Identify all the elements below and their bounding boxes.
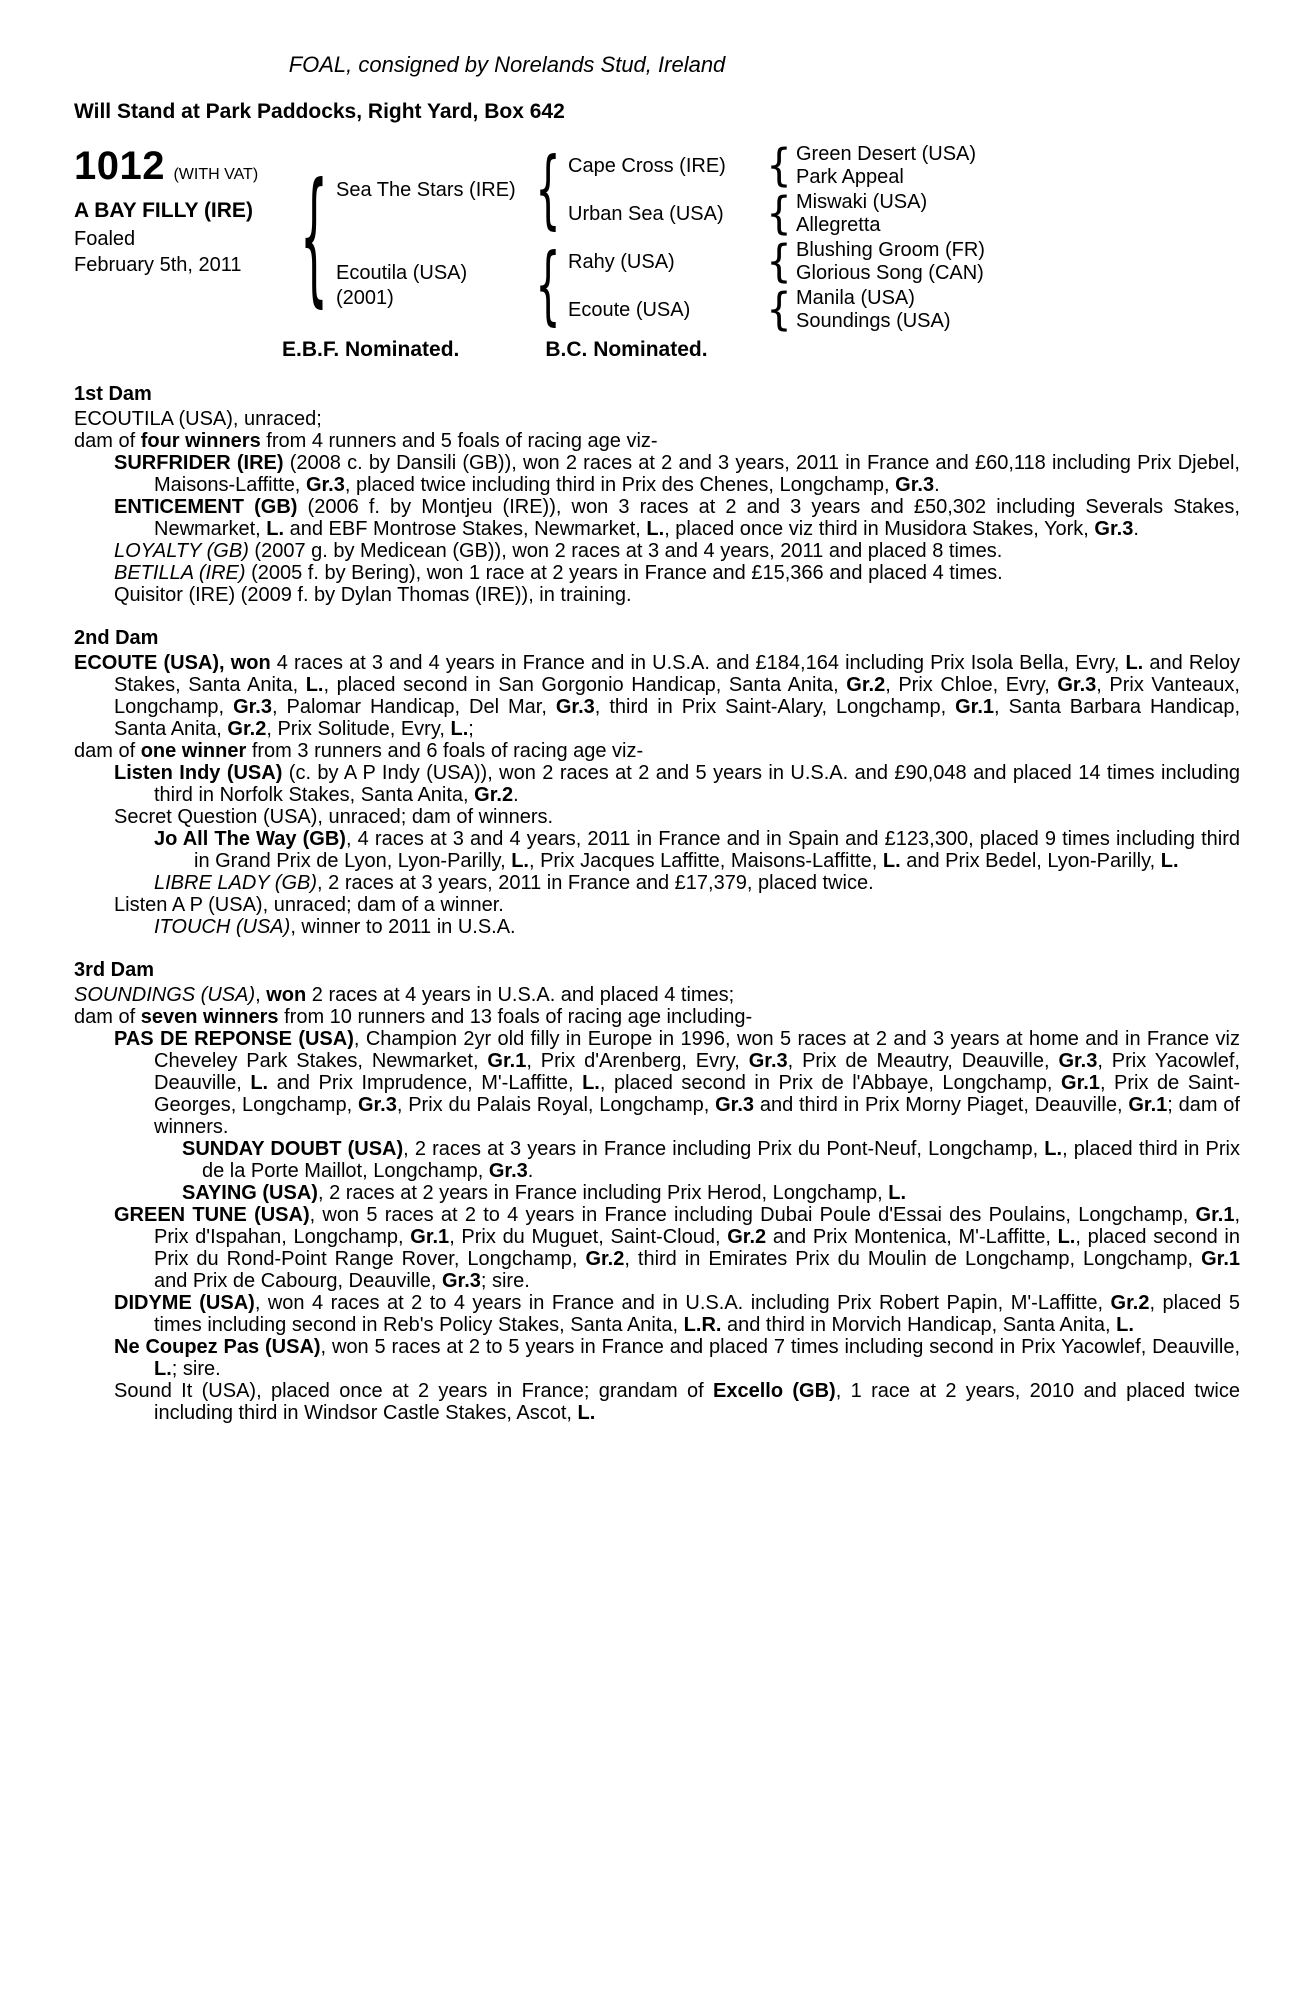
pedigree-text (74, 383, 1240, 1424)
text-run: Gr.1 (955, 696, 995, 718)
text-run: , Champion 2yr old filly in Europe in 1996, won 5 races at 2 and 3 years at home and in France viz Cheveley Park Stakes, Newmarket, (154, 1028, 1240, 1072)
dam-sire-brace: { (766, 236, 792, 288)
pedigree-entry (74, 762, 1240, 806)
text-run: , won 5 races at 2 to 4 years in France including Dubai Poule d'Essai des Poulains, Longchamp, (309, 1204, 1196, 1226)
text-run: L. (450, 718, 469, 740)
lot-number: 1012 (74, 144, 165, 188)
text-run: Quisitor (IRE) (2009 f. by Dylan Thomas (IRE)), in training. (114, 584, 632, 606)
text-run: Gr.3 (555, 696, 595, 718)
text-run: and Prix Bedel, Lyon-Parilly, (900, 850, 1161, 872)
text-run: (2005 f. by Bering), won 1 race at 2 years in France and £15,366 and placed 4 times. (245, 562, 1003, 584)
text-run: 4 races at 3 and 4 years in France and in U.S.A. and £184,164 including Prix Isola Bella, Evry, (270, 652, 1126, 674)
text-run: from 10 runners and 13 foals of racing age including- (278, 1006, 753, 1028)
sire-half (336, 142, 1006, 238)
dam-half (336, 238, 1006, 334)
text-run: L. (305, 674, 324, 696)
sire-dam-brace: { (766, 188, 792, 240)
text-run: L. (1044, 1138, 1063, 1160)
text-run: , 2 races at 2 years in France including Prix Herod, Longchamp, (317, 1182, 889, 1204)
text-run: Gr.2 (727, 1226, 767, 1248)
text-run: , Prix Chloe, Evry, (885, 674, 1058, 696)
text-run: , Prix de Meautry, Deauville, (787, 1050, 1059, 1072)
text-run: ENTICEMENT (GB) (114, 496, 298, 518)
text-run: , Prix du Muguet, Saint-Cloud, (449, 1226, 728, 1248)
sire-parents (568, 142, 1006, 238)
dam-section-heading: 3rd Dam (74, 959, 155, 981)
text-run: Listen A P (USA), unraced; dam of a winner. (114, 894, 504, 916)
text-run: ; dam of winners. (154, 1094, 1240, 1138)
lot-info (74, 142, 300, 277)
text-run: , Santa Barbara Handicap, Santa Anita, (114, 696, 1240, 740)
pedigree-entry (74, 828, 1240, 872)
text-run: L. (882, 850, 901, 872)
text-run: , placed 5 times including second in Reb's Policy Stakes, Santa Anita, (154, 1292, 1241, 1336)
sire-brace: { (535, 140, 561, 240)
text-run: Gr.3 (748, 1050, 788, 1072)
dam-section (74, 959, 1240, 1424)
pedigree-entry (74, 740, 1240, 762)
text-run: dam of (74, 740, 141, 762)
vat-note: (WITH VAT) (173, 166, 259, 183)
text-run: L.R. (683, 1314, 722, 1336)
text-run: . (513, 784, 519, 806)
pedigree-entry (74, 652, 1240, 740)
text-run: , Prix Jacques Laffitte, Maisons-Laffitte, (528, 850, 883, 872)
text-run: Ne Coupez Pas (USA) (114, 1336, 321, 1358)
text-run: (c. by A P Indy (USA)), won 2 races at 2 and 5 years in U.S.A. and £90,048 and placed 14 times including third in Norfolk Stakes, Santa Anita, (154, 762, 1240, 806)
pedigree-main-brace: { (300, 153, 328, 323)
text-run: and third in Morvich Handicap, Santa Anita, (721, 1314, 1117, 1336)
text-run: Secret Question (USA), unraced; dam of winners. (114, 806, 554, 828)
foaled-date: February 5th, 2011 (74, 254, 242, 276)
pedigree-entry (74, 1028, 1240, 1138)
text-run: , third in Emirates Prix du Moulin de Longchamp, Longchamp, (624, 1248, 1202, 1270)
text-run: . (934, 474, 940, 496)
text-run: LIBRE LADY (GB) (154, 872, 318, 894)
nominations-line (74, 338, 1240, 362)
text-run: , placed second in Prix de l'Abbaye, Longchamp, (599, 1072, 1062, 1094)
stand-location-line: Will Stand at Park Paddocks, Right Yard, Box 642 (74, 100, 565, 123)
text-run: and Prix Montenica, M'-Laffitte, (766, 1226, 1058, 1248)
sire-dam-dam-name: Allegretta (796, 214, 881, 236)
dam-section (74, 627, 1240, 938)
text-run: , won 4 races at 2 to 4 years in France and in U.S.A. including Prix Robert Papin, M'-Laffitte, (254, 1292, 1111, 1314)
text-run: , Palomar Handicap, Del Mar, (271, 696, 556, 718)
dam-dam-parents (796, 287, 1006, 333)
dam-dam-sire-name: Manila (USA) (796, 287, 915, 309)
dam-dam-brace: { (766, 284, 792, 336)
text-run: , Prix de Saint-Georges, Longchamp, (154, 1072, 1240, 1116)
text-run: , third in Prix Saint-Alary, Longchamp, (594, 696, 956, 718)
bc-nominated: B.C. Nominated. (545, 338, 708, 361)
text-run: ; (468, 718, 474, 740)
sire-sire-parents (796, 143, 1006, 189)
text-run: four winners (140, 430, 261, 452)
dam-section-heading: 1st Dam (74, 383, 152, 405)
pedigree-entry (74, 562, 1240, 584)
text-run: and Reloy Stakes, Santa Anita, (114, 652, 1240, 696)
text-run: Listen Indy (USA) (114, 762, 283, 784)
text-run: L. (154, 1358, 172, 1380)
text-run: BETILLA (IRE) (114, 562, 246, 584)
pedigree-entry (74, 1182, 1240, 1204)
text-run: Gr.1 (1201, 1248, 1240, 1270)
text-run: , 2 races at 3 years in France including Prix du Pont-Neuf, Longchamp, (403, 1138, 1045, 1160)
consignor-line: FOAL, consigned by Norelands Stud, Ireland (288, 52, 726, 77)
text-run: LOYALTY (GB) (114, 540, 249, 562)
text-run: dam of (74, 1006, 141, 1028)
text-run: L. (646, 518, 665, 540)
pedigree-entry (74, 408, 1240, 430)
text-run: and EBF Montrose Stakes, Newmarket, (284, 518, 647, 540)
text-run: one winner (140, 740, 247, 762)
text-run: Gr.2 (1110, 1292, 1150, 1314)
text-run: Gr.1 (1195, 1204, 1235, 1226)
text-run: and Prix de Cabourg, Deauville, (154, 1270, 442, 1292)
dam-sire-unit (568, 238, 1006, 286)
text-run: (2008 c. by Dansili (GB)), won 2 races at 2 and 3 years, 2011 in France and £60,118 including Prix Djebel, Maisons-Laffitte, (154, 452, 1240, 496)
pedigree-entry (74, 430, 1240, 452)
dam-year: (2001) (336, 287, 394, 309)
text-run: (2006 f. by Montjeu (IRE)), won 3 races at 2 and 3 years and £50,302 including Severals Stakes, Newmarket, (154, 496, 1240, 540)
text-run: L. (1160, 850, 1179, 872)
text-run: 2 races at 4 years in U.S.A. and placed 4 times; (306, 984, 735, 1006)
text-run: Gr.2 (585, 1248, 625, 1270)
pedigree-entry (74, 984, 1240, 1006)
text-run: ; sire. (480, 1270, 530, 1292)
text-run: . (1133, 518, 1139, 540)
text-run: Gr.1 (1128, 1094, 1168, 1116)
text-run: , Prix du Palais Royal, Longchamp, (396, 1094, 716, 1116)
text-run: , 1 race at 2 years, 2010 and placed twice including third in Windsor Castle Stakes, Ascot, (154, 1380, 1240, 1424)
dam-dam-dam-name: Soundings (USA) (796, 310, 951, 332)
pedigree-entry (74, 1336, 1240, 1380)
pedigree-entry (74, 806, 1240, 828)
dam-brace: { (535, 236, 561, 336)
text-run: Gr.2 (846, 674, 886, 696)
text-run: Gr.3 (895, 474, 935, 496)
sire-sire-sire-name: Green Desert (USA) (796, 143, 977, 165)
dam-section-heading: 2nd Dam (74, 627, 159, 649)
text-run: , placed second in San Gorgonio Handicap, Santa Anita, (323, 674, 847, 696)
text-run: , placed once viz third in Musidora Stakes, York, (664, 518, 1095, 540)
dam-sire-name: Rahy (USA) (568, 250, 675, 273)
text-run: , placed second in Prix du Rond-Point Range Rover, Longchamp, (154, 1226, 1240, 1270)
text-run: Gr.3 (488, 1160, 528, 1182)
text-run: ; sire. (171, 1358, 221, 1380)
text-run: , 4 races at 3 and 4 years, 2011 in France and in Spain and £123,300, placed 9 times including third in Grand Prix de Lyon, Lyon-Parilly, (194, 828, 1241, 872)
pedigree-entry (74, 872, 1240, 894)
text-run: Gr.3 (441, 1270, 481, 1292)
text-run: ITOUCH (USA) (154, 916, 291, 938)
text-run: Jo All The Way (GB) (154, 828, 346, 850)
dam-parents (568, 238, 1006, 334)
text-run: SURFRIDER (IRE) (114, 452, 284, 474)
text-run: Gr.2 (227, 718, 267, 740)
text-run: L. (266, 518, 285, 540)
dam-sire-parents (796, 239, 1006, 285)
pedigree-entry (74, 540, 1240, 562)
sire-name: Sea The Stars (IRE) (336, 178, 516, 201)
text-run: , Prix Vanteaux, Longchamp, (114, 674, 1240, 718)
text-run: DIDYME (USA) (114, 1292, 255, 1314)
sire-dam-unit (568, 190, 1006, 238)
text-run: L. (577, 1402, 596, 1424)
pedigree-table (74, 142, 1240, 334)
text-run: Gr.3 (1094, 518, 1134, 540)
text-run: L. (1125, 652, 1144, 674)
text-run: , Prix d'Ispahan, Longchamp, (154, 1204, 1241, 1248)
sire-dam-name: Urban Sea (USA) (568, 202, 724, 225)
pedigree-entry (74, 1380, 1240, 1424)
text-run: SAYING (USA) (182, 1182, 318, 1204)
pedigree-entry (74, 1292, 1240, 1336)
text-run: L. (1116, 1314, 1134, 1336)
text-run: L. (511, 850, 529, 872)
pedigree-entry (74, 584, 1240, 606)
text-run: ECOUTE (USA), won (74, 652, 271, 674)
text-run: , (255, 984, 267, 1006)
dam-name-cell (336, 262, 536, 310)
text-run: ECOUTILA (USA), unraced; (74, 408, 322, 430)
pedigree-entry (74, 916, 1240, 938)
text-run: (2007 g. by Medicean (GB)), won 2 races at 3 and 4 years, 2011 and placed 8 times. (248, 540, 1003, 562)
dam-dam-unit (568, 286, 1006, 334)
pedigree-entry (74, 894, 1240, 916)
dam-sire-dam-name: Glorious Song (CAN) (796, 262, 984, 284)
text-run: Gr.1 (487, 1050, 527, 1072)
text-run: . (527, 1160, 534, 1182)
text-run: seven winners (140, 1006, 279, 1028)
text-run: L. (250, 1072, 269, 1094)
dam-section (74, 383, 1240, 606)
text-run: from 4 runners and 5 foals of racing age viz- (260, 430, 658, 452)
pedigree-entry (74, 452, 1240, 496)
text-run: , won 5 races at 2 to 5 years in France and placed 7 times including second in Prix Yacowlef, Deauville, (320, 1336, 1240, 1358)
text-run: Gr.1 (1061, 1072, 1100, 1094)
text-run: dam of (74, 430, 141, 452)
sire-sire-dam-name: Park Appeal (796, 166, 904, 188)
pedigree-entry (74, 496, 1240, 540)
text-run: , placed twice including third in Prix des Chenes, Longchamp, (344, 474, 896, 496)
text-run: PAS DE REPONSE (USA) (114, 1028, 354, 1050)
text-run: , 2 races at 3 years, 2011 in France and £17,379, placed twice. (317, 872, 874, 894)
text-run: Gr.3 (1057, 674, 1097, 696)
text-run: , Prix d'Arenberg, Evry, (526, 1050, 749, 1072)
sire-dam-parents (796, 191, 1006, 237)
ebf-nominated: E.B.F. Nominated. (282, 338, 460, 361)
pedigree-generations (336, 142, 1006, 334)
text-run: and third in Prix Morny Piaget, Deauville, (754, 1094, 1129, 1116)
sire-dam-sire-name: Miswaki (USA) (796, 191, 928, 213)
text-run: , Prix Yacowlef, Deauville, (154, 1050, 1240, 1094)
text-run: , Prix Solitude, Evry, (266, 718, 451, 740)
text-run: , winner to 2011 in U.S.A. (290, 916, 516, 938)
horse-description: A BAY FILLY (IRE) (74, 199, 253, 222)
dam-dam-name: Ecoute (USA) (568, 298, 691, 321)
text-run: L. (582, 1072, 600, 1094)
lot-number-line (74, 144, 300, 189)
pedigree-entry (74, 1204, 1240, 1292)
text-run: from 3 runners and 6 foals of racing age viz- (246, 740, 644, 762)
sire-sire-name: Cape Cross (IRE) (568, 154, 726, 177)
text-run: SOUNDINGS (USA) (74, 984, 256, 1006)
dam-sire-sire-name: Blushing Groom (FR) (796, 239, 985, 261)
text-run: and Prix Imprudence, M'-Laffitte, (268, 1072, 583, 1094)
text-run: SUNDAY DOUBT (USA) (182, 1138, 404, 1160)
text-run: L. (888, 1182, 907, 1204)
text-run: Gr.1 (410, 1226, 450, 1248)
text-run: Gr.3 (715, 1094, 755, 1116)
sire-sire-unit (568, 142, 1006, 190)
text-run: Sound It (USA), placed once at 2 years in France; grandam of (114, 1380, 714, 1402)
text-run: Gr.3 (357, 1094, 397, 1116)
text-run: Gr.2 (474, 784, 514, 806)
text-run: GREEN TUNE (USA) (114, 1204, 310, 1226)
text-run: won (266, 984, 307, 1006)
text-run: , placed third in Prix de la Porte Maillot, Longchamp, (202, 1138, 1240, 1182)
text-run: Excello (GB) (713, 1380, 836, 1402)
dam-name: Ecoutila (USA) (336, 262, 468, 284)
sire-sire-brace: { (766, 140, 792, 192)
foaled-label: Foaled (74, 228, 136, 250)
text-run: Gr.3 (1058, 1050, 1098, 1072)
text-run: L. (1057, 1226, 1076, 1248)
text-run: Gr.3 (305, 474, 345, 496)
text-run: Gr.3 (233, 696, 272, 718)
pedigree-entry (74, 1138, 1240, 1182)
pedigree-entry (74, 1006, 1240, 1028)
